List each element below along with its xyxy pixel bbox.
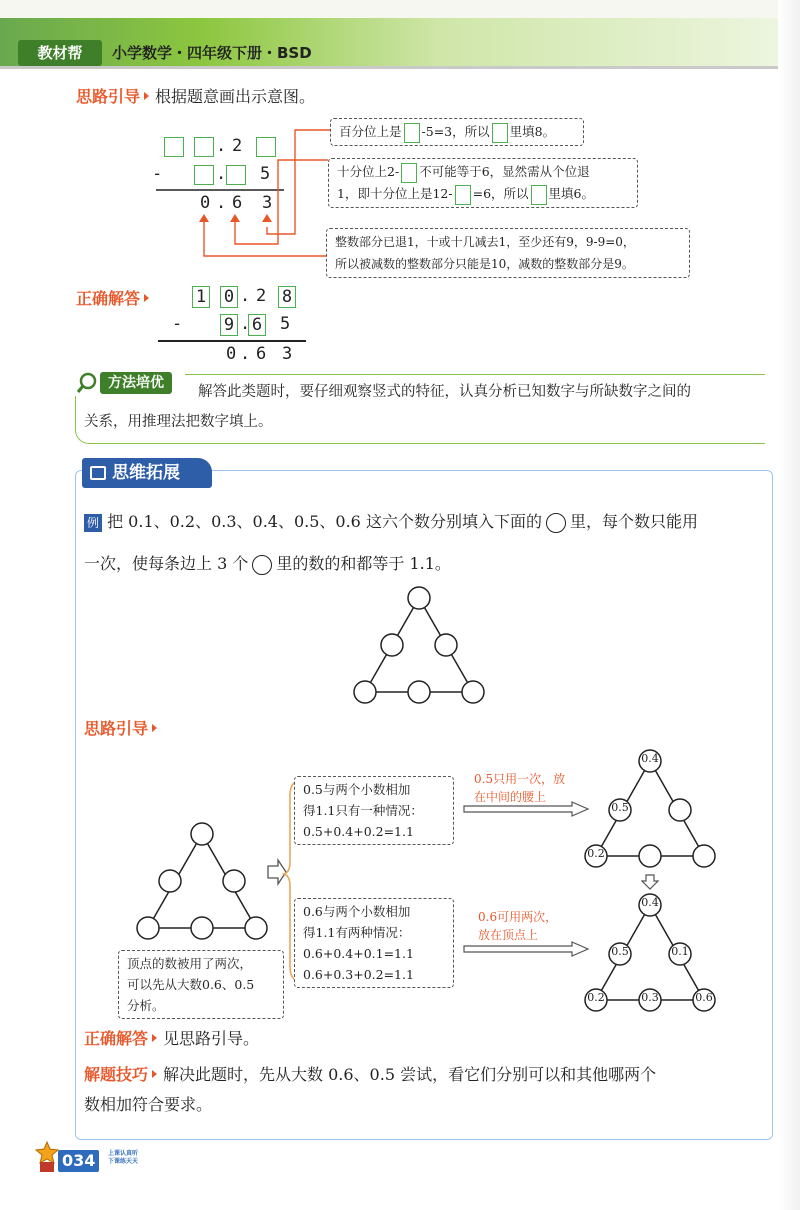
blank-box: [226, 164, 246, 185]
digit: 5: [260, 164, 271, 184]
digit: 0: [200, 193, 211, 213]
note-box-3: 整数部分已退1，十或十几减去1，至少还有9，9-9=0， 所以被减数的整数部分只能是10，减数的整数部分是9。: [326, 228, 690, 278]
book-icon: [90, 466, 106, 480]
method-line2: 关系，用推理法把数字填上。: [84, 414, 273, 430]
circle-icon: [252, 555, 272, 575]
digit-dot: .: [216, 164, 227, 184]
digit-dot: .: [216, 193, 227, 213]
mascot-icon: [34, 1140, 60, 1174]
thinking-triangle: [132, 818, 276, 948]
solution-triangle-a: 0.4 0.5 0.2: [580, 748, 724, 876]
header-top-band: [0, 0, 800, 18]
blank-box: [194, 164, 214, 185]
digit: 2: [232, 136, 243, 156]
silu-heading-1: [76, 84, 315, 107]
method-label: 方法培优: [100, 372, 172, 394]
solution-triangle-b: 0.4 0.5 0.1 0.2 0.3 0.6: [580, 892, 724, 1020]
extension-label: 思维拓展: [82, 458, 212, 488]
minus-sign: -: [152, 164, 163, 184]
header-divider: [0, 66, 800, 69]
blank-box: [194, 136, 214, 157]
page-number: 034: [58, 1150, 99, 1172]
arrow-note-a: 0.5只用一次，放 在中间的腰上: [474, 772, 566, 804]
skill-block: 解题技巧 解决此题时，先从大数 0.6、0.5 尝试，看它们分别可以和其他哪两个 数相加符合要求。: [84, 1065, 657, 1114]
note-box-2: 十分位上2- 不可能等于6，显然需从个位退 1，即十分位上是12- =6，所以 里填6。: [328, 158, 638, 208]
sum-line: [158, 340, 306, 342]
hollow-arrow-icon: [462, 940, 592, 958]
blank-box: [256, 136, 276, 157]
header-title: 小学数学・四年级下册・BSD: [112, 44, 312, 62]
silu-text: 根据题意画出示意图。: [155, 87, 316, 106]
header-tag: 教材帮: [18, 40, 102, 66]
silu-label: 思路引导: [76, 87, 141, 106]
page-edge-shadow: [778, 0, 800, 1210]
digit-dot: .: [216, 136, 227, 156]
example-badge: 例: [84, 514, 102, 532]
note-vertex: 顶点的数被用了两次， 可以先从大数0.6、0.5 分析。: [118, 950, 284, 1019]
page-slogan: 上课认真听 下课练天天: [108, 1150, 139, 1165]
empty-triangle-puzzle: [345, 578, 495, 710]
arrow-marker-icon: [144, 92, 149, 100]
digit: 6: [232, 193, 243, 213]
digit: 3: [262, 193, 273, 213]
subtraction-diagram: [150, 122, 690, 272]
blank-box: [164, 136, 184, 157]
silu-heading-2: 思路引导: [84, 716, 163, 739]
answer-subtraction: 1 0 . 2 8 - 9 . 6 5 0 . 6 3: [150, 286, 310, 366]
answer-label-1: 正确解答: [76, 286, 155, 309]
note-box-1: 百分位上是 -5=3，所以 里填8。: [330, 118, 584, 146]
answer-line-2: 正确解答 见思路引导。: [84, 1029, 260, 1048]
example-question: 例 把 0.1、0.2、0.3、0.4、0.5、0.6 这六个数分别填入下面的 里，每个数只能用 一次，使每条边上 3 个 里的数的和都等于 1.1。: [84, 512, 698, 573]
method-line1: 解答此类题时，要仔细观察竖式的特征，认真分析已知数字与所缺数字之间的: [198, 384, 691, 400]
arrow-note-b: 0.6可用两次， 放在顶点上: [478, 910, 558, 942]
note-case-05: 0.5与两个小数相加 得1.1只有一种情况： 0.5+0.4+0.2=1.1: [294, 776, 454, 845]
down-arrow-icon: [641, 874, 659, 890]
circle-icon: [546, 513, 566, 533]
hollow-arrow-icon: [462, 800, 592, 818]
magnifier-icon: [76, 372, 98, 394]
note-case-06: 0.6与两个小数相加 得1.1有两种情况： 0.6+0.4+0.1=1.1 0.6+0.3+0.2=1.1: [294, 898, 454, 988]
